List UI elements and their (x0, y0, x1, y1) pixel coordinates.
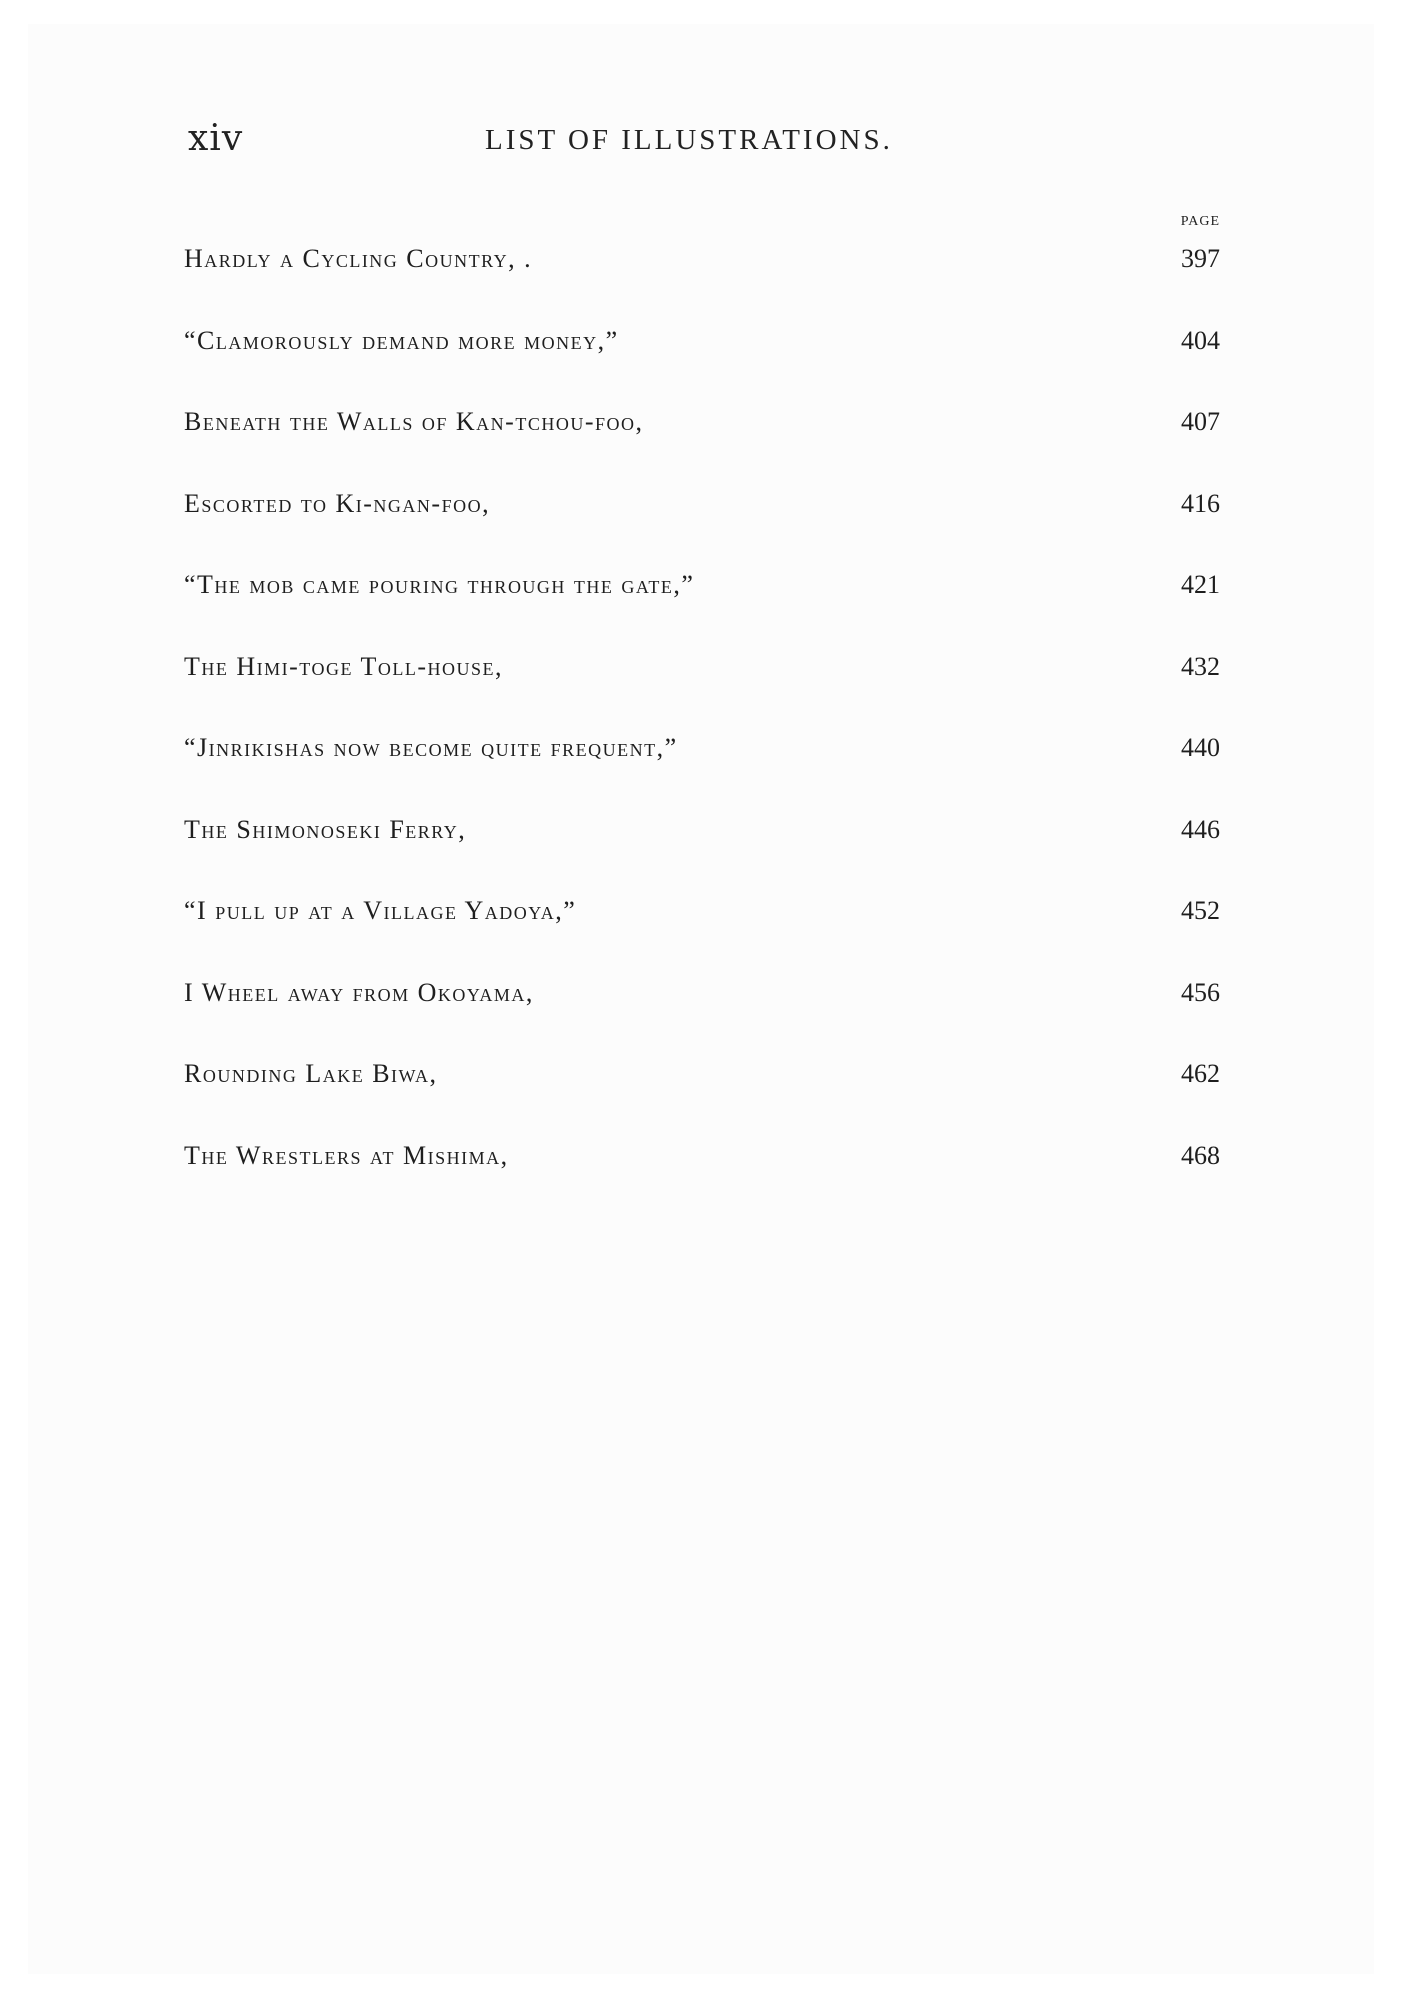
illustration-page: 432 (1181, 651, 1220, 681)
list-item (184, 407, 1220, 489)
illustration-page: 468 (1181, 1140, 1220, 1170)
illustration-page: 416 (1181, 488, 1220, 518)
illustration-page: 462 (1181, 1059, 1220, 1088)
page-column-label: PAGE (1180, 214, 1220, 229)
illustration-title: “Jinrikishas now become quite frequent,” (184, 733, 678, 762)
illustration-title: “Clamorously demand more money,” (184, 325, 619, 355)
illustration-page: 440 (1181, 733, 1220, 762)
list-item (184, 733, 1220, 815)
illustration-page: 421 (1181, 570, 1220, 599)
list-item (184, 815, 1220, 897)
illustration-page: 452 (1181, 896, 1220, 925)
page-title: LIST OF ILLUSTRATIONS. (485, 124, 893, 156)
illustration-title: “The mob came pouring through the gate,” (184, 570, 695, 599)
illustration-page: 397 (1181, 244, 1220, 273)
illustration-page: 456 (1181, 977, 1220, 1007)
illustrations-list (184, 244, 1220, 1222)
list-item (184, 244, 1220, 326)
illustration-title: The Himi-toge Toll-house, (184, 651, 504, 681)
illustration-page: 407 (1181, 407, 1220, 436)
illustration-title: The Shimonoseki Ferry, (184, 814, 467, 844)
illustration-page: 446 (1181, 814, 1220, 844)
illustration-title: Rounding Lake Biwa, (184, 1059, 438, 1088)
list-item (184, 570, 1220, 652)
list-item (184, 489, 1220, 571)
list-item (184, 652, 1220, 734)
illustration-title: Escorted to Ki-ngan-foo, (184, 488, 491, 518)
illustration-page: 404 (1181, 325, 1220, 355)
list-item (184, 978, 1220, 1060)
illustration-title: I Wheel away from Okoyama, (184, 977, 534, 1007)
page-number: xiv (188, 118, 244, 159)
list-item (184, 896, 1220, 978)
illustration-title: “I pull up at a Village Yadoya,” (184, 896, 577, 925)
illustration-title: Hardly a Cycling Country, . (184, 244, 533, 273)
list-item (184, 326, 1220, 408)
list-item (184, 1059, 1220, 1141)
illustration-title: Beneath the Walls of Kan-tchou-foo, (184, 407, 644, 436)
list-item (184, 1141, 1220, 1223)
illustration-title: The Wrestlers at Mishima, (184, 1140, 509, 1170)
